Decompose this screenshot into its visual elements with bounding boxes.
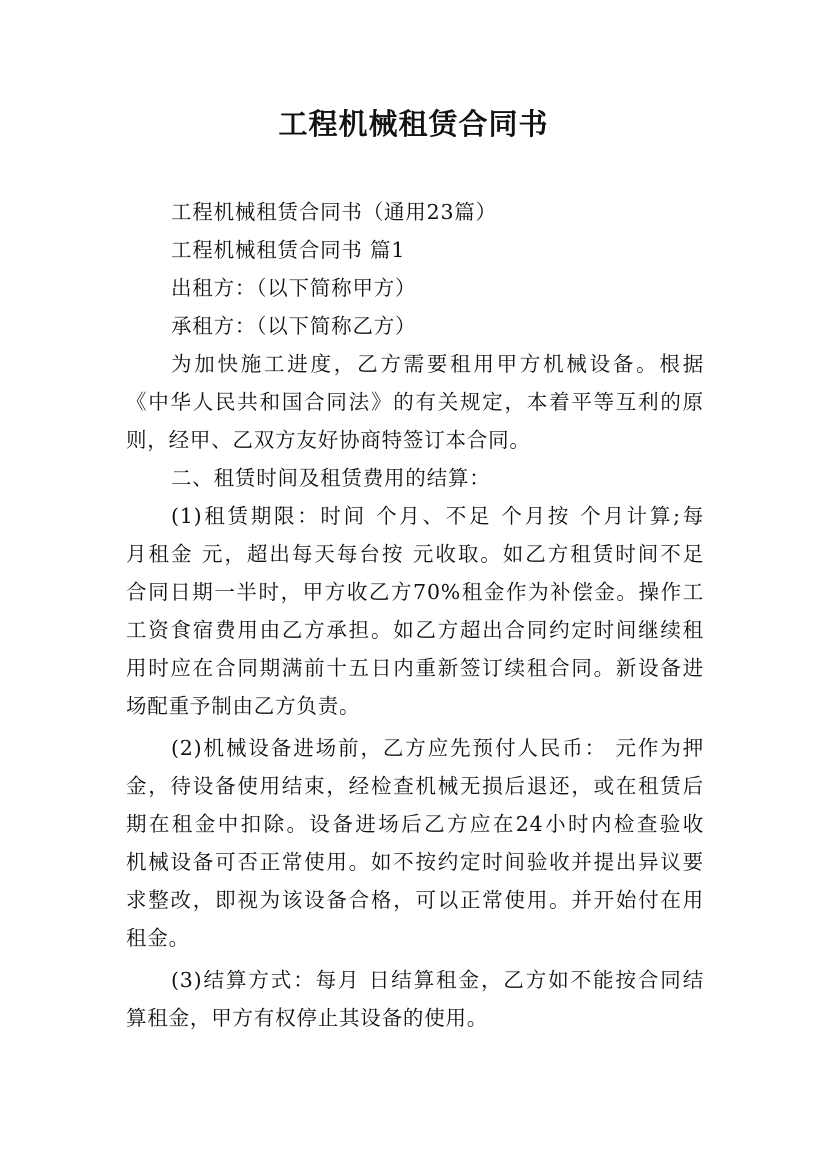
lessor-line: 出租方：（以下简称甲方） [171,276,417,300]
lessee-line: 承租方：（以下简称乙方） [171,314,417,338]
paragraph-line: 期在租金中扣除。设备进场后乙方应在24小时内检查验收 [126,812,704,836]
paragraph-line: 工资食宿费用由乙方承担。如乙方超出合同约定时间继续租 [126,618,704,642]
document-body [126,193,704,1037]
paragraph-line: 机械设备可否正常使用。如不按约定时间验收并提出异议要 [126,850,704,874]
paragraph-line: 场配重予制由乙方负责。 [126,694,361,718]
paragraph-line: 为加快施工进度，乙方需要租用甲方机械设备。根据 [171,352,704,376]
paragraph-line: (3)结算方式：每月 日结算租金，乙方如不能按合同结 [171,968,704,992]
paragraph-line: 《中华人民共和国合同法》的有关规定，本着平等互利的原 [126,390,704,414]
paragraph-line: 租金。 [126,926,190,950]
section-heading: 工程机械租赁合同书 篇1 [171,238,406,262]
paragraph-line: 则，经甲、乙双方友好协商特签订本合同。 [126,428,531,452]
paragraph-line: (1)租赁期限：时间 个月、不足 个月按 个月计算;每 [171,504,704,528]
clause-heading: 二、租赁时间及租赁费用的结算： [171,466,491,490]
paragraph-line: 用时应在合同期满前十五日内重新签订续租合同。新设备进 [126,656,704,680]
paragraph-line: 金，待设备使用结束，经检查机械无损后退还，或在租赁后 [126,774,704,798]
paragraph-line: 月租金 元，超出每天每台按 元收取。如乙方租赁时间不足 [126,542,704,566]
subtitle-line: 工程机械租赁合同书（通用23篇） [171,200,497,224]
paragraph-line: 求整改，即视为该设备合格，可以正常使用。并开始付在用 [126,888,704,912]
paragraph-line: (2)机械设备进场前，乙方应先预付人民币： 元作为押 [171,736,704,760]
paragraph-line: 合同日期一半时，甲方收乙方70%租金作为补偿金。操作工 [126,580,704,604]
document-title: 工程机械租赁合同书 [278,107,549,141]
paragraph-line: 算租金，甲方有权停止其设备的使用。 [126,1006,489,1030]
